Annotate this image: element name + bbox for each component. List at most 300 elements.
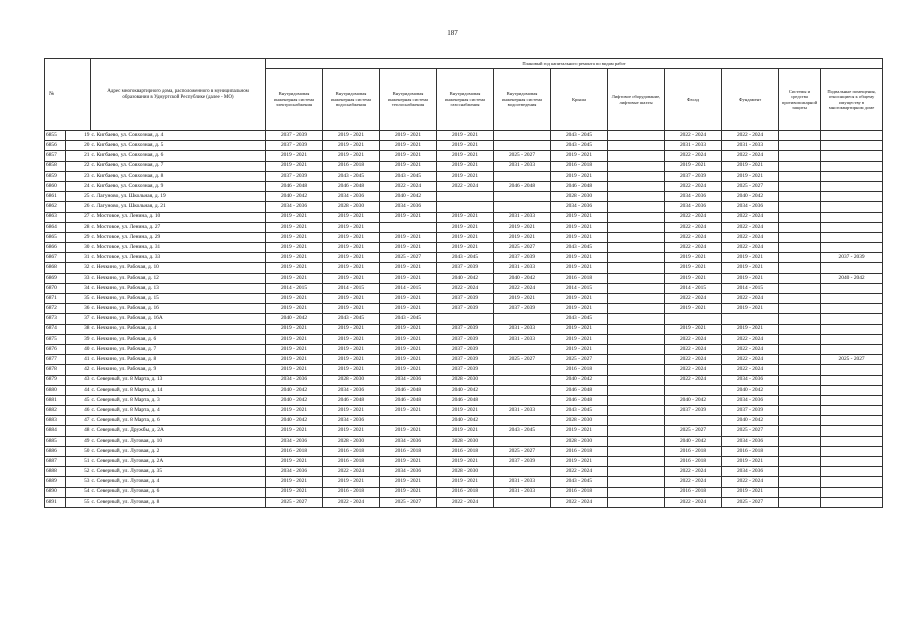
row-cell-work-8: 2022 - 2024 bbox=[722, 131, 779, 141]
row-cell-work-9 bbox=[779, 334, 821, 344]
row-global-number: 6856 bbox=[45, 141, 66, 151]
row-cell-work-9 bbox=[779, 222, 821, 232]
row-address: с. Северный, ул. 8 Марта, д. 3 bbox=[91, 395, 266, 405]
capital-repair-table bbox=[44, 58, 883, 508]
row-cell-work-8: 2022 - 2024 bbox=[722, 243, 779, 253]
row-cell-work-1: 2028 - 2030 bbox=[323, 375, 380, 385]
row-cell-work-3: 2028 - 2030 bbox=[437, 467, 494, 477]
row-cell-work-2: 2019 - 2021 bbox=[380, 232, 437, 242]
row-cell-work-5: 2019 - 2021 bbox=[551, 304, 608, 314]
row-cell-work-6 bbox=[608, 304, 665, 314]
row-global-number: 6884 bbox=[45, 426, 66, 436]
row-cell-work-10 bbox=[821, 365, 883, 375]
row-cell-work-9 bbox=[779, 232, 821, 242]
row-cell-work-8: 2022 - 2024 bbox=[722, 222, 779, 232]
row-cell-work-9 bbox=[779, 497, 821, 507]
row-cell-work-0: 2040 - 2042 bbox=[266, 416, 323, 426]
row-cell-work-8: 2034 - 2036 bbox=[722, 395, 779, 405]
row-cell-work-4: 2031 - 2033 bbox=[494, 161, 551, 171]
row-cell-work-9 bbox=[779, 283, 821, 293]
row-cell-work-6 bbox=[608, 212, 665, 222]
row-cell-work-7: 2022 - 2024 bbox=[665, 355, 722, 365]
row-cell-work-5: 2025 - 2027 bbox=[551, 355, 608, 365]
row-cell-work-1: 2019 - 2021 bbox=[323, 263, 380, 273]
row-cell-work-5: 2043 - 2045 bbox=[551, 141, 608, 151]
row-cell-work-5: 2040 - 2042 bbox=[551, 375, 608, 385]
row-cell-work-1: 2022 - 2024 bbox=[323, 467, 380, 477]
row-cell-work-8: 2019 - 2021 bbox=[722, 457, 779, 467]
row-cell-work-5: 2016 - 2018 bbox=[551, 161, 608, 171]
row-local-number: 30 bbox=[66, 243, 91, 253]
row-cell-work-7: 2022 - 2024 bbox=[665, 212, 722, 222]
row-cell-work-7: 2040 - 2042 bbox=[665, 436, 722, 446]
row-cell-work-4: 2025 - 2027 bbox=[494, 355, 551, 365]
row-global-number: 6868 bbox=[45, 263, 66, 273]
row-cell-work-5: 2043 - 2045 bbox=[551, 406, 608, 416]
row-global-number: 6866 bbox=[45, 243, 66, 253]
row-global-number: 6882 bbox=[45, 406, 66, 416]
row-cell-work-1: 2019 - 2021 bbox=[323, 131, 380, 141]
row-address: с. Нечкино, ул. Рабочая, д. 4 bbox=[91, 324, 266, 334]
row-local-number: 52 bbox=[66, 467, 91, 477]
row-cell-work-3: 2019 - 2021 bbox=[437, 171, 494, 181]
row-cell-work-0: 2019 - 2021 bbox=[266, 487, 323, 497]
row-cell-work-2 bbox=[380, 416, 437, 426]
table-row bbox=[45, 212, 883, 222]
row-global-number: 6887 bbox=[45, 457, 66, 467]
row-cell-work-9 bbox=[779, 212, 821, 222]
row-cell-work-9 bbox=[779, 253, 821, 263]
row-cell-work-10 bbox=[821, 192, 883, 202]
row-cell-work-2: 2014 - 2015 bbox=[380, 283, 437, 293]
row-cell-work-0: 2034 - 2036 bbox=[266, 467, 323, 477]
column-header-work-8: Фундамент bbox=[722, 69, 779, 131]
row-cell-work-8: 2019 - 2021 bbox=[722, 253, 779, 263]
row-cell-work-10 bbox=[821, 406, 883, 416]
row-cell-work-2: 2019 - 2021 bbox=[380, 141, 437, 151]
row-cell-work-8: 2022 - 2024 bbox=[722, 334, 779, 344]
table-row bbox=[45, 181, 883, 191]
row-cell-work-5: 2014 - 2015 bbox=[551, 283, 608, 293]
row-cell-work-2: 2019 - 2021 bbox=[380, 294, 437, 304]
row-address: с. Кигбаево, ул. Совхозная, д. 8 bbox=[91, 171, 266, 181]
table-row bbox=[45, 222, 883, 232]
row-cell-work-3: 2037 - 2039 bbox=[437, 355, 494, 365]
row-cell-work-10 bbox=[821, 375, 883, 385]
row-cell-work-6 bbox=[608, 426, 665, 436]
row-cell-work-1: 2019 - 2021 bbox=[323, 355, 380, 365]
row-cell-work-6 bbox=[608, 385, 665, 395]
row-cell-work-8: 2040 - 2042 bbox=[722, 192, 779, 202]
table-row bbox=[45, 375, 883, 385]
row-cell-work-1: 2034 - 2036 bbox=[323, 192, 380, 202]
row-cell-work-6 bbox=[608, 161, 665, 171]
row-cell-work-9 bbox=[779, 457, 821, 467]
row-cell-work-6 bbox=[608, 324, 665, 334]
row-global-number: 6877 bbox=[45, 355, 66, 365]
table-body bbox=[45, 131, 883, 508]
row-cell-work-2: 2034 - 2036 bbox=[380, 467, 437, 477]
row-cell-work-4: 2031 - 2033 bbox=[494, 212, 551, 222]
row-cell-work-3: 2019 - 2021 bbox=[437, 426, 494, 436]
table-row bbox=[45, 365, 883, 375]
row-cell-work-0: 2037 - 2039 bbox=[266, 171, 323, 181]
row-cell-work-1: 2043 - 2045 bbox=[323, 171, 380, 181]
row-address: с. Мостовое, ул. Ленина, д. 10 bbox=[91, 212, 266, 222]
row-cell-work-6 bbox=[608, 416, 665, 426]
row-address: с. Нечкино, ул. Рабочая, д. 16 bbox=[91, 304, 266, 314]
row-cell-work-4 bbox=[494, 467, 551, 477]
row-cell-work-0: 2040 - 2042 bbox=[266, 192, 323, 202]
row-cell-work-4: 2031 - 2033 bbox=[494, 334, 551, 344]
row-cell-work-1: 2019 - 2021 bbox=[323, 141, 380, 151]
row-cell-work-6 bbox=[608, 314, 665, 324]
row-cell-work-5: 2028 - 2030 bbox=[551, 416, 608, 426]
row-address: с. Нечкино, ул. Рабочая, д. 15 bbox=[91, 294, 266, 304]
row-cell-work-5: 2019 - 2021 bbox=[551, 334, 608, 344]
row-global-number: 6885 bbox=[45, 436, 66, 446]
row-local-number: 23 bbox=[66, 171, 91, 181]
row-local-number: 31 bbox=[66, 253, 91, 263]
row-cell-work-7: 2014 - 2015 bbox=[665, 283, 722, 293]
row-cell-work-10: 2040 - 2042 bbox=[821, 273, 883, 283]
row-cell-work-3: 2028 - 2030 bbox=[437, 436, 494, 446]
row-cell-work-2: 2043 - 2045 bbox=[380, 314, 437, 324]
row-cell-work-3 bbox=[437, 314, 494, 324]
row-cell-work-6 bbox=[608, 141, 665, 151]
row-cell-work-6 bbox=[608, 334, 665, 344]
row-cell-work-9 bbox=[779, 355, 821, 365]
row-cell-work-10 bbox=[821, 467, 883, 477]
row-global-number: 6883 bbox=[45, 416, 66, 426]
row-cell-work-5: 2043 - 2045 bbox=[551, 131, 608, 141]
row-global-number: 6867 bbox=[45, 253, 66, 263]
row-cell-work-1: 2019 - 2021 bbox=[323, 324, 380, 334]
row-cell-work-8: 2022 - 2024 bbox=[722, 232, 779, 242]
row-address: с. Северный, ул. 8 Марта, д. 6 bbox=[91, 416, 266, 426]
row-local-number: 21 bbox=[66, 151, 91, 161]
table-row bbox=[45, 263, 883, 273]
row-cell-work-10 bbox=[821, 436, 883, 446]
row-cell-work-1: 2019 - 2021 bbox=[323, 365, 380, 375]
row-cell-work-8: 2019 - 2021 bbox=[722, 161, 779, 171]
row-cell-work-7: 2022 - 2024 bbox=[665, 294, 722, 304]
row-cell-work-5: 2019 - 2021 bbox=[551, 171, 608, 181]
row-cell-work-6 bbox=[608, 446, 665, 456]
row-cell-work-0: 2019 - 2021 bbox=[266, 232, 323, 242]
row-cell-work-7: 2022 - 2024 bbox=[665, 375, 722, 385]
row-address: с. Лагуново, ул. Школьная, д. 19 bbox=[91, 192, 266, 202]
row-cell-work-0: 2040 - 2042 bbox=[266, 385, 323, 395]
row-cell-work-3: 2016 - 2018 bbox=[437, 446, 494, 456]
row-cell-work-4: 2019 - 2021 bbox=[494, 222, 551, 232]
row-cell-work-5: 2034 - 2036 bbox=[551, 202, 608, 212]
table-row bbox=[45, 467, 883, 477]
row-cell-work-4: 2019 - 2021 bbox=[494, 232, 551, 242]
row-local-number: 39 bbox=[66, 334, 91, 344]
row-cell-work-3 bbox=[437, 202, 494, 212]
row-cell-work-2: 2025 - 2027 bbox=[380, 253, 437, 263]
row-local-number: 43 bbox=[66, 375, 91, 385]
row-cell-work-9 bbox=[779, 385, 821, 395]
row-cell-work-0: 2019 - 2021 bbox=[266, 212, 323, 222]
row-global-number: 6889 bbox=[45, 477, 66, 487]
row-cell-work-1: 2046 - 2048 bbox=[323, 395, 380, 405]
row-cell-work-3: 2037 - 2039 bbox=[437, 365, 494, 375]
row-cell-work-10 bbox=[821, 131, 883, 141]
row-local-number: 34 bbox=[66, 283, 91, 293]
row-cell-work-3: 2019 - 2021 bbox=[437, 243, 494, 253]
row-cell-work-0: 2034 - 2036 bbox=[266, 375, 323, 385]
row-address: с. Кигбаево, ул. Совхозная, д. 6 bbox=[91, 151, 266, 161]
row-address: с. Нечкино, ул. Рабочая, д. 13 bbox=[91, 283, 266, 293]
row-global-number: 6879 bbox=[45, 375, 66, 385]
table-row bbox=[45, 161, 883, 171]
row-cell-work-8: 2025 - 2027 bbox=[722, 497, 779, 507]
row-cell-work-6 bbox=[608, 355, 665, 365]
row-cell-work-9 bbox=[779, 436, 821, 446]
row-global-number: 6888 bbox=[45, 467, 66, 477]
row-global-number: 6869 bbox=[45, 273, 66, 283]
row-cell-work-7: 2019 - 2021 bbox=[665, 263, 722, 273]
row-cell-work-7 bbox=[665, 385, 722, 395]
row-cell-work-1: 2019 - 2021 bbox=[323, 294, 380, 304]
row-cell-work-7: 2022 - 2024 bbox=[665, 365, 722, 375]
row-cell-work-9 bbox=[779, 467, 821, 477]
row-cell-work-5: 2019 - 2021 bbox=[551, 324, 608, 334]
row-cell-work-8: 2019 - 2021 bbox=[722, 304, 779, 314]
row-cell-work-6 bbox=[608, 243, 665, 253]
row-cell-work-6 bbox=[608, 365, 665, 375]
row-cell-work-10 bbox=[821, 477, 883, 487]
row-cell-work-9 bbox=[779, 141, 821, 151]
row-cell-work-7: 2022 - 2024 bbox=[665, 243, 722, 253]
row-global-number: 6875 bbox=[45, 334, 66, 344]
row-address: с. Нечкино, ул. Рабочая, д. 9 bbox=[91, 365, 266, 375]
page-number: 187 bbox=[447, 29, 458, 37]
row-local-number: 46 bbox=[66, 406, 91, 416]
row-cell-work-7: 2022 - 2024 bbox=[665, 477, 722, 487]
row-cell-work-0: 2040 - 2042 bbox=[266, 395, 323, 405]
row-local-number: 49 bbox=[66, 436, 91, 446]
row-cell-work-6 bbox=[608, 487, 665, 497]
row-local-number: 47 bbox=[66, 416, 91, 426]
table-row bbox=[45, 273, 883, 283]
column-header-work-1: Внутридомовая инженерная система водоснабжения bbox=[323, 69, 380, 131]
row-cell-work-9 bbox=[779, 171, 821, 181]
row-cell-work-8: 2019 - 2021 bbox=[722, 171, 779, 181]
row-cell-work-6 bbox=[608, 181, 665, 191]
row-cell-work-4: 2037 - 2039 bbox=[494, 457, 551, 467]
row-cell-work-2: 2019 - 2021 bbox=[380, 365, 437, 375]
row-cell-work-2: 2019 - 2021 bbox=[380, 457, 437, 467]
row-cell-work-7: 2019 - 2021 bbox=[665, 324, 722, 334]
row-address: с. Северный, ул. Луговая, д. 35 bbox=[91, 467, 266, 477]
row-cell-work-9 bbox=[779, 426, 821, 436]
table-row bbox=[45, 406, 883, 416]
row-cell-work-4: 2019 - 2021 bbox=[494, 294, 551, 304]
row-local-number: 33 bbox=[66, 273, 91, 283]
table-row bbox=[45, 436, 883, 446]
row-cell-work-1: 2019 - 2021 bbox=[323, 232, 380, 242]
row-cell-work-0: 2019 - 2021 bbox=[266, 355, 323, 365]
row-cell-work-0: 2019 - 2021 bbox=[266, 161, 323, 171]
row-cell-work-3: 2019 - 2021 bbox=[437, 151, 494, 161]
row-cell-work-10 bbox=[821, 283, 883, 293]
row-cell-work-0: 2019 - 2021 bbox=[266, 457, 323, 467]
row-local-number: 44 bbox=[66, 385, 91, 395]
row-cell-work-8: 2037 - 2039 bbox=[722, 406, 779, 416]
row-cell-work-6 bbox=[608, 151, 665, 161]
row-cell-work-1: 2016 - 2018 bbox=[323, 446, 380, 456]
row-cell-work-5: 2028 - 2030 bbox=[551, 192, 608, 202]
row-cell-work-8: 2034 - 2036 bbox=[722, 467, 779, 477]
row-local-number: 38 bbox=[66, 324, 91, 334]
row-cell-work-1: 2028 - 2030 bbox=[323, 202, 380, 212]
row-global-number: 6858 bbox=[45, 161, 66, 171]
row-cell-work-8: 2034 - 2036 bbox=[722, 375, 779, 385]
row-cell-work-6 bbox=[608, 436, 665, 446]
row-cell-work-2: 2025 - 2027 bbox=[380, 497, 437, 507]
table-row bbox=[45, 283, 883, 293]
row-cell-work-6 bbox=[608, 222, 665, 232]
row-cell-work-10 bbox=[821, 181, 883, 191]
row-cell-work-0: 2019 - 2021 bbox=[266, 365, 323, 375]
row-cell-work-10 bbox=[821, 141, 883, 151]
row-global-number: 6855 bbox=[45, 131, 66, 141]
column-header-work-3: Внутридомовая инженерная система газоснабжения bbox=[437, 69, 494, 131]
row-cell-work-9 bbox=[779, 416, 821, 426]
row-cell-work-5: 2043 - 2045 bbox=[551, 243, 608, 253]
row-cell-work-5: 2019 - 2021 bbox=[551, 426, 608, 436]
row-cell-work-4 bbox=[494, 141, 551, 151]
row-cell-work-0: 2019 - 2021 bbox=[266, 253, 323, 263]
row-cell-work-2: 2019 - 2021 bbox=[380, 426, 437, 436]
row-cell-work-3: 2037 - 2039 bbox=[437, 334, 494, 344]
row-cell-work-2: 2019 - 2021 bbox=[380, 344, 437, 354]
row-cell-work-10 bbox=[821, 334, 883, 344]
table-row bbox=[45, 202, 883, 212]
row-cell-work-10 bbox=[821, 161, 883, 171]
row-cell-work-6 bbox=[608, 283, 665, 293]
row-cell-work-6 bbox=[608, 467, 665, 477]
row-cell-work-6 bbox=[608, 192, 665, 202]
row-cell-work-5: 2022 - 2024 bbox=[551, 467, 608, 477]
column-header-work-7: Фасад bbox=[665, 69, 722, 131]
row-cell-work-3: 2019 - 2021 bbox=[437, 161, 494, 171]
row-cell-work-1: 2022 - 2024 bbox=[323, 497, 380, 507]
row-cell-work-2: 2019 - 2021 bbox=[380, 161, 437, 171]
row-cell-work-4: 2025 - 2027 bbox=[494, 446, 551, 456]
row-cell-work-9 bbox=[779, 395, 821, 405]
row-cell-work-5: 2046 - 2048 bbox=[551, 395, 608, 405]
table-row bbox=[45, 304, 883, 314]
row-cell-work-7: 2022 - 2024 bbox=[665, 497, 722, 507]
row-address: с. Кигбаево, ул. Совхозная, д. 7 bbox=[91, 161, 266, 171]
row-cell-work-8: 2040 - 2042 bbox=[722, 385, 779, 395]
row-cell-work-7: 2019 - 2021 bbox=[665, 273, 722, 283]
table-row bbox=[45, 192, 883, 202]
row-cell-work-0: 2019 - 2021 bbox=[266, 344, 323, 354]
row-cell-work-0: 2019 - 2021 bbox=[266, 243, 323, 253]
row-cell-work-10 bbox=[821, 457, 883, 467]
row-address: с. Мостовое, ул. Ленина, д. 29 bbox=[91, 232, 266, 242]
row-cell-work-7 bbox=[665, 416, 722, 426]
row-cell-work-3: 2019 - 2021 bbox=[437, 222, 494, 232]
row-cell-work-8: 2019 - 2021 bbox=[722, 324, 779, 334]
row-address: с. Северный, ул. Луговая, д. 6 bbox=[91, 487, 266, 497]
row-local-number: 25 bbox=[66, 192, 91, 202]
row-cell-work-2: 2043 - 2045 bbox=[380, 171, 437, 181]
row-local-number: 51 bbox=[66, 457, 91, 467]
row-cell-work-0: 2019 - 2021 bbox=[266, 151, 323, 161]
row-local-number: 19 bbox=[66, 131, 91, 141]
row-local-number: 42 bbox=[66, 365, 91, 375]
row-cell-work-10 bbox=[821, 497, 883, 507]
row-cell-work-6 bbox=[608, 273, 665, 283]
row-cell-work-3: 2019 - 2021 bbox=[437, 212, 494, 222]
row-cell-work-1: 2016 - 2018 bbox=[323, 161, 380, 171]
row-cell-work-9 bbox=[779, 161, 821, 171]
row-cell-work-7: 2022 - 2024 bbox=[665, 222, 722, 232]
row-local-number: 29 bbox=[66, 232, 91, 242]
row-cell-work-5: 2019 - 2021 bbox=[551, 294, 608, 304]
row-cell-work-7: 2019 - 2021 bbox=[665, 304, 722, 314]
row-cell-work-9 bbox=[779, 192, 821, 202]
row-cell-work-2: 2046 - 2048 bbox=[380, 395, 437, 405]
table-row bbox=[45, 355, 883, 365]
row-local-number: 27 bbox=[66, 212, 91, 222]
row-cell-work-8: 2022 - 2024 bbox=[722, 344, 779, 354]
row-cell-work-8: 2022 - 2024 bbox=[722, 365, 779, 375]
row-cell-work-7: 2034 - 2036 bbox=[665, 192, 722, 202]
row-cell-work-3: 2043 - 2045 bbox=[437, 253, 494, 263]
row-address: с. Нечкино, ул. Рабочая, д. 12 bbox=[91, 273, 266, 283]
row-cell-work-7: 2016 - 2018 bbox=[665, 446, 722, 456]
row-global-number: 6864 bbox=[45, 222, 66, 232]
row-cell-work-0: 2034 - 2036 bbox=[266, 436, 323, 446]
row-cell-work-0: 2019 - 2021 bbox=[266, 273, 323, 283]
row-cell-work-5: 2019 - 2021 bbox=[551, 344, 608, 354]
row-cell-work-9 bbox=[779, 243, 821, 253]
row-cell-work-3: 2019 - 2021 bbox=[437, 457, 494, 467]
row-cell-work-9 bbox=[779, 375, 821, 385]
row-address: с. Северный, ул. Луговая, д. 8 bbox=[91, 497, 266, 507]
row-cell-work-6 bbox=[608, 344, 665, 354]
row-cell-work-2 bbox=[380, 222, 437, 232]
row-cell-work-4 bbox=[494, 436, 551, 446]
row-local-number: 37 bbox=[66, 314, 91, 324]
row-cell-work-7: 2016 - 2018 bbox=[665, 487, 722, 497]
row-cell-work-10 bbox=[821, 243, 883, 253]
row-local-number: 24 bbox=[66, 181, 91, 191]
row-cell-work-6 bbox=[608, 263, 665, 273]
row-global-number: 6862 bbox=[45, 202, 66, 212]
row-cell-work-1: 2019 - 2021 bbox=[323, 344, 380, 354]
row-local-number: 32 bbox=[66, 263, 91, 273]
row-cell-work-4 bbox=[494, 314, 551, 324]
row-cell-work-0: 2019 - 2021 bbox=[266, 334, 323, 344]
row-cell-work-10 bbox=[821, 395, 883, 405]
row-cell-work-1: 2019 - 2021 bbox=[323, 222, 380, 232]
row-global-number: 6859 bbox=[45, 171, 66, 181]
column-header-work-0: Внутридомовая инженерная система электроснабжения bbox=[266, 69, 323, 131]
row-cell-work-7: 2022 - 2024 bbox=[665, 151, 722, 161]
row-cell-work-8: 2025 - 2027 bbox=[722, 181, 779, 191]
row-cell-work-9 bbox=[779, 314, 821, 324]
row-cell-work-0: 2019 - 2021 bbox=[266, 222, 323, 232]
row-cell-work-8: 2022 - 2024 bbox=[722, 212, 779, 222]
